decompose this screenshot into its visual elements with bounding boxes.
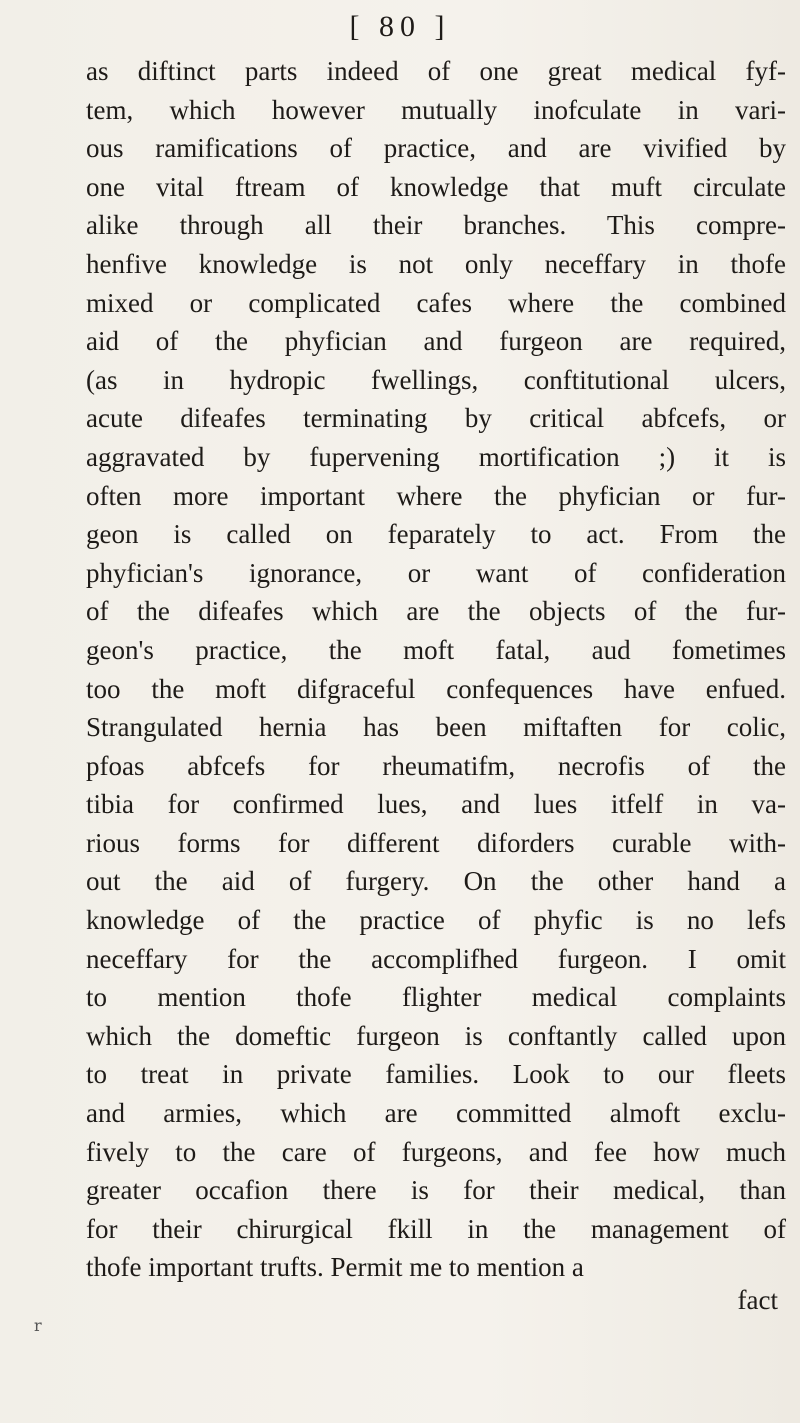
text-line: often more important where the phyfician or fur- (86, 480, 786, 511)
text-line: (as in hydropic fwellings, conftitutional ulcers, (86, 364, 786, 395)
catchword: fact (737, 1285, 778, 1315)
text-line: aid of the phyfician and furgeon are required, (86, 326, 786, 357)
text-line: as diftinct parts indeed of one great medical fyf- (86, 56, 786, 86)
text-line: for their chirurgical fkill in the management of (86, 1213, 786, 1244)
text-line: which the domeftic furgeon is conftantly called upon (86, 1020, 786, 1051)
text-line: tibia for confirmed lues, and lues itfelf in va- (86, 789, 786, 820)
text-line: too the moft difgraceful confequences have enfued. (86, 673, 786, 704)
text-line: to mention thofe flighter medical complaints (86, 982, 786, 1013)
body-text (86, 52, 786, 1317)
text-line: mixed or complicated cafes where the combined (86, 287, 786, 318)
text-line: phyfician's ignorance, or want of confideration (86, 557, 786, 588)
text-line: greater occafion there is for their medical, than (86, 1175, 786, 1206)
text-line: to treat in private families. Look to our fleets (86, 1059, 786, 1090)
text-line: aggravated by fupervening mortification ;) it is (86, 441, 786, 472)
text-line: alike through all their branches. This compre- (86, 210, 786, 241)
text-line: neceffary for the accomplifhed furgeon. I omit (86, 943, 786, 974)
text-line: henfive knowledge is not only neceffary in thofe (86, 248, 786, 279)
page-number-header: [ 80 ] (349, 10, 451, 43)
text-line: Strangulated hernia has been miftaften for colic, (86, 712, 786, 743)
text-line: ous ramifications of practice, and are vivified by (86, 133, 786, 164)
text-line: out the aid of furgery. On the other hand a (86, 866, 786, 897)
margin-mark: r (34, 1316, 42, 1335)
text-line: of the difeafes which are the objects of the fur- (86, 596, 786, 627)
text-line: fively to the care of furgeons, and fee how much (86, 1136, 786, 1167)
text-line: one vital ftream of knowledge that muft circulate (86, 171, 786, 202)
text-line: tem, which however mutually inofculate in vari- (86, 94, 786, 125)
text-line: geon's practice, the moft fatal, aud fometimes (86, 634, 786, 665)
text-line: pfoas abfcefs for rheumatifm, necrofis of the (86, 750, 786, 781)
text-line: and armies, which are committed almoft exclu- (86, 1098, 786, 1129)
text-line: thofe important trufts. Permit me to mention a (86, 1252, 584, 1283)
text-line: rious forms for different diforders curable with- (86, 827, 786, 858)
text-line: geon is called on feparately to act. From the (86, 519, 786, 550)
text-line: knowledge of the practice of phyfic is no lefs (86, 905, 786, 936)
text-line: acute difeafes terminating by critical abfcefs, or (86, 403, 786, 434)
